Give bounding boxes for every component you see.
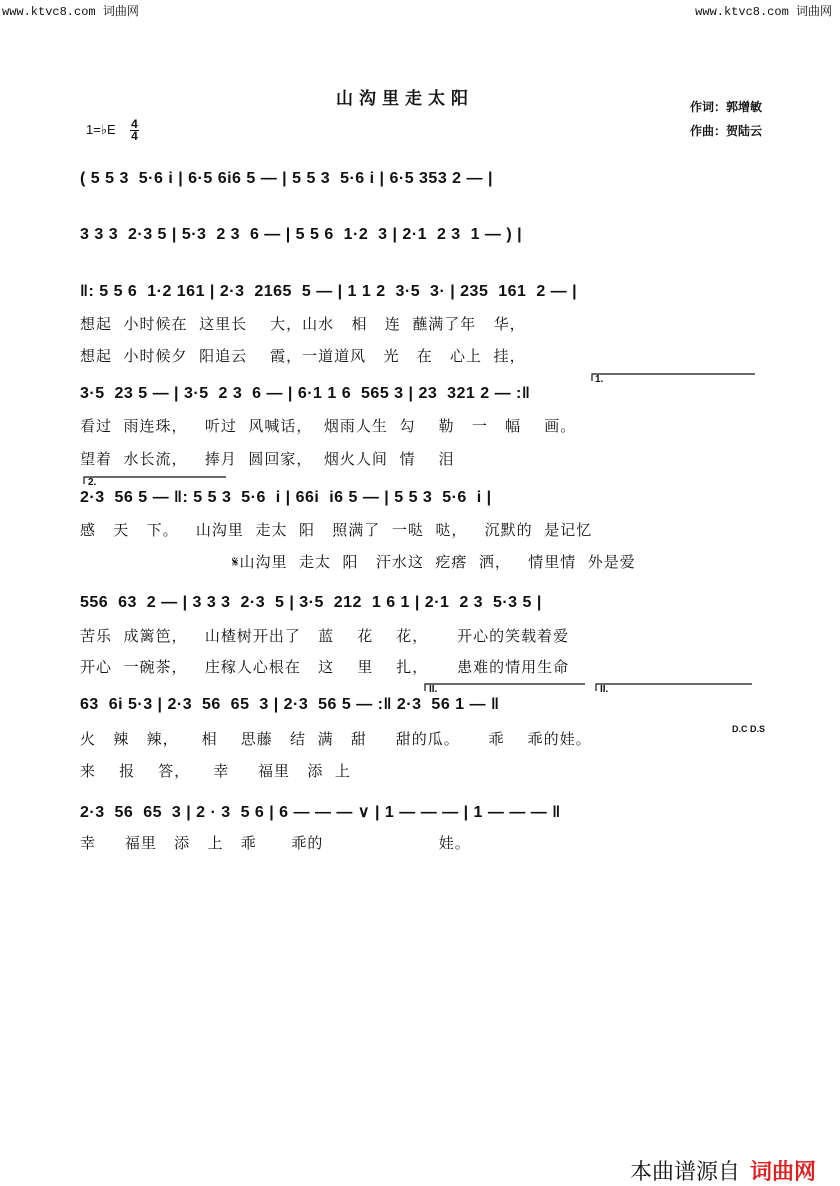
- score-line-2-notes: 3 3 3 2·3 5 | 5·3 2 3 6 — | 5 5 6 1·2 3 | 2·1 2 3 1 — ) |: [80, 226, 523, 243]
- watermark-right: www.ktvc8.com 词曲网: [695, 5, 832, 19]
- score-line-4-lyrics-verse1: 看过 雨连珠， 听过 风喊话， 烟雨人生 勾 勒 一 幅 画。: [80, 417, 577, 435]
- score-line-8-notes: 2·3 56 65 3 | 2 · 3 5 6 | 6 — — — ∨ | 1 — — — | 1 — — — ‖: [80, 804, 561, 821]
- composer-credit: 作曲：贺陆云: [690, 124, 763, 138]
- score-line-3-lyrics-verse1: 想起 小时候在 这里长 大，山水 相 连 蘸满了年 华，: [80, 315, 526, 333]
- footer-source-text: 本曲谱源自: [630, 1160, 741, 1185]
- volta-label-2: 2.: [88, 477, 97, 488]
- score-line-5-notes: 2·3 56 5 — ‖: 5 5 3 5·6 i | 66i i6 5 — | 5 5 3 5·6 i |: [80, 489, 492, 506]
- score-line-1-notes: ( 5 5 3 5·6 i | 6·5 6i6 5 — | 5 5 3 5·6 i | 6·5 353 2 — |: [80, 170, 493, 187]
- volta-bracket-3: [425, 684, 585, 691]
- volta-label-3: II.: [429, 684, 438, 695]
- footer-source: [616, 1130, 816, 1186]
- time-sig-bottom: 4: [131, 129, 138, 143]
- score-line-6-lyrics-verse1: 苦乐 成篱笆， 山楂树开出了 蓝 花 花， 开心的笑载着爱: [80, 627, 570, 645]
- volta-bracket-1: [592, 374, 755, 381]
- volta-bracket-2: [84, 477, 226, 484]
- score-line-7-lyrics-verse2: 来 报 答， 幸 福里 添 上: [80, 762, 351, 780]
- score-line-8-lyrics: 幸 福里 添 上 乖 乖的 娃。: [80, 834, 471, 852]
- footer-site-logo[interactable]: 词曲网: [750, 1160, 817, 1185]
- score-line-3-lyrics-verse2: 想起 小时候夕 阳追云 霞，一道道风 光 在 心上 挂，: [80, 347, 526, 365]
- time-sig-top: 4: [131, 117, 138, 131]
- score-line-6-notes: 556 63 2 — | 3 3 3 2·3 5 | 3·5 212 1 6 1 | 2·1 2 3 5·3 5 |: [80, 594, 542, 611]
- watermark-left: www.ktvc8.com 词曲网: [2, 5, 139, 19]
- dc-ds-marking: D.C D.S: [732, 724, 766, 734]
- volta-label-4: II.: [600, 684, 609, 695]
- volta-label-1: 1.: [595, 374, 604, 385]
- score-line-5-lyrics-verse2: 𝄋山沟里 走太 阳 汗水这 疙瘩 洒， 情里情 外是爱: [232, 553, 636, 571]
- score-line-6-lyrics-verse2: 开心 一碗茶， 庄稼人心根在 这 里 扎， 患难的情用生命: [80, 658, 570, 676]
- score-line-3-notes: ‖: 5 5 6 1·2 161 | 2·3 2165 5 — | 1 1 2 3·5 3· | 235 161 2 — |: [80, 283, 578, 300]
- score-line-7-lyrics-verse1: 火 辣 辣， 相 思藤 结 满 甜 甜的瓜。 乖 乖的娃。: [80, 730, 592, 748]
- score-line-7-notes: 63 6i 5·3 | 2·3 56 65 3 | 2·3 56 5 — :‖ 2·3 56 1 — ‖: [80, 696, 500, 713]
- key-signature: 1=♭E: [86, 122, 116, 137]
- score-line-4-lyrics-verse2: 望着 水长流， 捧月 圆回家， 烟火人间 情 泪: [80, 450, 455, 468]
- song-title: 山沟里走太阳: [336, 89, 474, 109]
- time-signature: [130, 119, 139, 142]
- score-line-4-notes: 3·5 23 5 — | 3·5 2 3 6 — | 6·1 1 6 565 3 | 23 321 2 — :‖: [80, 385, 531, 402]
- volta-bracket-4: [596, 684, 752, 691]
- score-line-5-lyrics-verse1: 感 天 下。 山沟里 走太 阳 照满了 一哒 哒， 沉默的 是记忆: [80, 521, 593, 539]
- lyricist-credit: 作词：郭增敏: [690, 100, 763, 114]
